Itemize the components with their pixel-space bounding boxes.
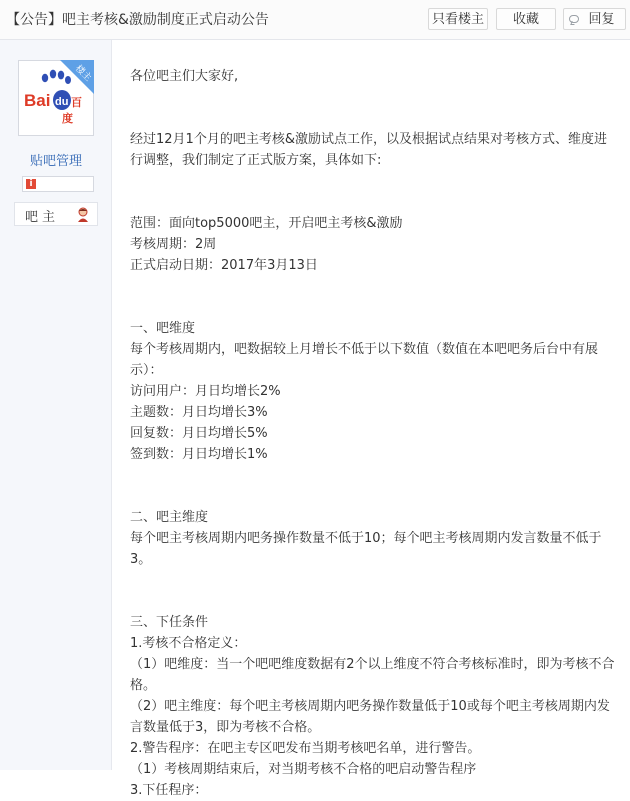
only-lz-button[interactable]: 只看楼主 — [428, 8, 488, 30]
post-line: （1）考核周期结束后，对当期考核不合格的吧启动警告程序 — [130, 762, 477, 777]
post-line: 主题数：月日均增长3% — [130, 405, 268, 420]
author-sidebar — [0, 40, 112, 770]
reply-icon — [569, 15, 579, 23]
post-line: 各位吧主们大家好, — [130, 69, 239, 84]
avatar[interactable] — [18, 60, 94, 136]
svg-text:度: 度 — [62, 112, 73, 125]
reply-button-label: 回复 — [588, 12, 615, 27]
post-content — [130, 66, 616, 801]
post-line: 访问用户：月日均增长2% — [130, 384, 281, 399]
author-name-link[interactable]: 贴吧管理 — [29, 154, 82, 169]
post-line: （1）吧维度：当一个吧吧维度数据有2个以上维度不符合考核标准时，即为考核不合格。 — [130, 657, 615, 693]
blank-line — [130, 108, 616, 129]
post-line: 2.警告程序：在吧主专区吧发布当期考核吧名单，进行警告。 — [130, 741, 481, 756]
blank-line — [130, 591, 616, 612]
svg-text:du: du — [55, 96, 69, 108]
lz-badge-label: 楼主 — [73, 63, 93, 84]
blank-line — [130, 486, 616, 507]
post-line: 回复数：月日均增长5% — [130, 426, 268, 441]
svg-text:Bai: Bai — [24, 91, 51, 110]
post-line: 3.下任程序： — [130, 783, 208, 798]
role-label: 吧主 — [25, 210, 60, 225]
favorite-button[interactable]: 收藏 — [496, 8, 556, 30]
blank-line — [130, 465, 616, 486]
post-line: 每个考核周期内，吧数据较上月增长不低于以下数值（数值在本吧吧务后台中有展示）： — [130, 342, 599, 378]
blank-line — [130, 87, 616, 108]
blank-line — [130, 171, 616, 192]
thread-title: 【公告】吧主考核&激励制度正式启动公告 — [6, 12, 269, 28]
post-line: 二、吧主维度 — [130, 510, 209, 525]
blank-line — [130, 297, 616, 318]
svg-text:百: 百 — [71, 96, 82, 109]
blank-line — [130, 570, 616, 591]
post-line: 正式启动日期：2017年3月13日 — [130, 258, 318, 273]
info-icon[interactable]: i — [26, 179, 36, 189]
bazhu-avatar-icon — [75, 206, 91, 222]
blank-line — [130, 192, 616, 213]
post-line: 三、下任条件 — [130, 615, 209, 630]
post-line: 签到数：月日均增长1% — [130, 447, 268, 462]
user-icon-strip — [22, 176, 94, 192]
post-line: 范围：面向top5000吧主，开启吧主考核&激励 — [130, 216, 403, 231]
post-line: （2）吧主维度：每个吧主考核周期内吧务操作数量低于10或每个吧主考核周期内发言数量低于3，即为考核不合格。 — [130, 699, 610, 735]
lz-badge — [60, 60, 94, 94]
post-line: 经过12月1个月的吧主考核&激励试点工作，以及根据试点结果对考核方式、维度进行调整，我们制定了正式版方案，具体如下: — [130, 132, 607, 168]
post-line: 考核周期：2周 — [130, 237, 217, 252]
post-line: 一、吧维度 — [130, 321, 196, 336]
reply-button[interactable] — [563, 8, 626, 30]
thread-header — [0, 0, 630, 40]
blank-line — [130, 276, 616, 297]
post-line: 1.考核不合格定义： — [130, 636, 247, 651]
role-badge — [14, 202, 98, 226]
post-line: 每个吧主考核周期内吧务操作数量不低于10；每个吧主考核周期内发言数量不低于3。 — [130, 531, 602, 567]
